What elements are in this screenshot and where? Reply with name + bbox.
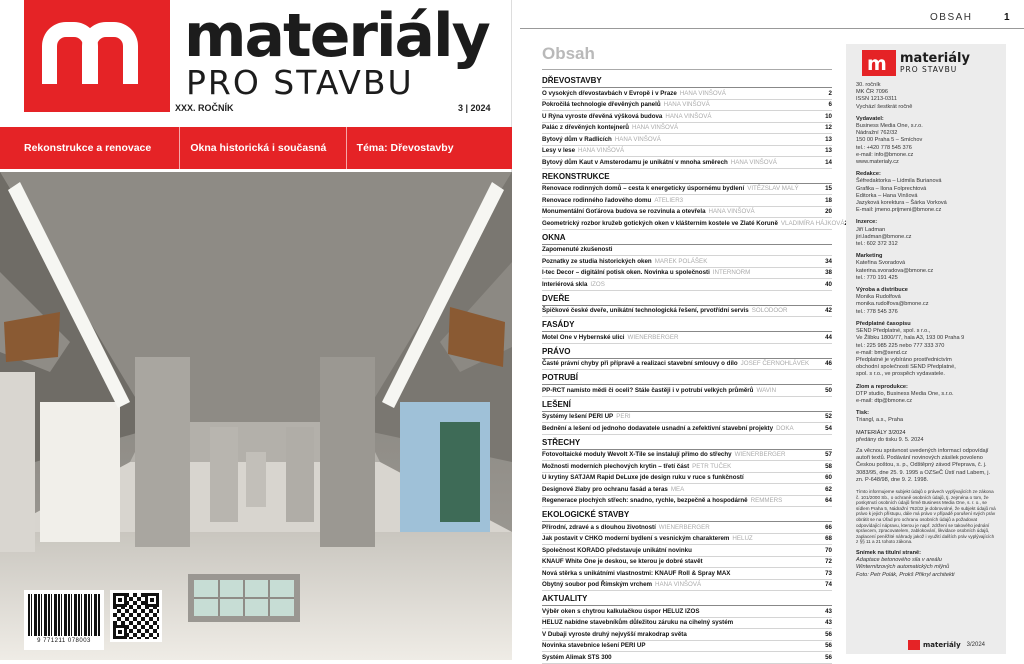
toc-entry-title-text: Systém Alimak STS 300 [542, 653, 612, 661]
toc-entry[interactable] [542, 100, 832, 112]
toc-entry-author: HANA VINŠOVÁ [679, 89, 726, 97]
toc-entry-page: 74 [825, 581, 832, 588]
toc-entry-title-text: Systémy lešení PERI UP [542, 413, 614, 420]
toc-entry-title-text: KNAUF White One je deskou, se kterou je dobré stavět [542, 558, 703, 565]
toc-entry-author: DOKA [776, 424, 794, 432]
toc-entry[interactable] [542, 256, 832, 268]
toc-section-heading: STŘECHY [542, 438, 832, 450]
toc-entry-author: MEA [670, 485, 685, 493]
impressum-line: Jiří Ladman [856, 226, 886, 233]
toc-entry-title-text: Nová stěrka s unikátními vlastnostmi: KNAUF Roll & Spray MAX [542, 569, 731, 577]
toc-entry-title [542, 268, 818, 278]
impressum-line: E-mail: jmeno.prijmeni@bmone.cz [856, 207, 942, 214]
toc-entry-page: 14 [825, 158, 832, 166]
toc-entry-page: 73 [825, 569, 832, 577]
toc-entry-title [542, 207, 818, 217]
toc-entry[interactable] [542, 123, 832, 135]
toc-entry-title [542, 146, 818, 156]
toc-entry-title [542, 135, 818, 145]
contents-page [512, 0, 1024, 660]
toc-entry-title [542, 569, 818, 579]
impressum-heading: Tisk: [856, 410, 869, 417]
toc-entry[interactable] [542, 207, 832, 219]
toc-entry-title [542, 523, 818, 533]
topic-item: Okna historická i současná [179, 127, 345, 169]
toc-entry-author: WIENERBERGER [734, 451, 786, 458]
toc-entry-page: 50 [825, 386, 832, 394]
toc-entry-title [542, 424, 818, 434]
toc-entry-title [542, 280, 818, 290]
toc-entry-page: 40 [825, 280, 832, 288]
toc-entry-title [542, 653, 818, 663]
toc-entry[interactable] [542, 412, 832, 424]
toc-section-heading: PRÁVO [542, 347, 832, 359]
toc-entry-page: 70 [825, 546, 832, 554]
toc-entry-title-text: Novinka stavebnice lešení PERI UP [542, 642, 646, 649]
toc-entry-title [542, 412, 818, 422]
toc-entry-page: 60 [825, 474, 832, 481]
toc-entry-page: 46 [825, 360, 832, 367]
toc-entry-title-text: Možnosti moderních plechových krytin – třetí část [542, 462, 690, 470]
toc-section-heading: DŘEVOSTAVBY [542, 76, 832, 88]
issue-label: 3 | 2024 [458, 103, 491, 113]
toc-entry[interactable] [542, 568, 832, 580]
impressum-line: MK ČR 7096 [856, 89, 889, 96]
impressum-line: Business Media One, s.r.o. [856, 123, 923, 130]
toc-entry-page: 13 [825, 147, 832, 154]
toc-entry[interactable] [542, 146, 832, 158]
impressum-line: SEND Předplatné, spol. s r.o., [856, 328, 931, 335]
toc-entry-title [542, 580, 818, 590]
toc-section-heading: OKNA [542, 233, 832, 245]
toc-entry[interactable] [542, 641, 832, 653]
toc-entry[interactable] [542, 88, 832, 100]
toc-entry-title [542, 333, 818, 343]
toc-entry-page: 72 [825, 558, 832, 565]
impressum-heading: Výroba a distribuce [856, 287, 908, 294]
issue-info: MATERIÁLY 3/2024 [856, 429, 906, 436]
impressum-line: spol. s r.o., ve prospěch vydavatele. [856, 371, 945, 378]
toc-entry-author: HANA VINŠOVÁ [632, 124, 679, 131]
impressum-heading: Redakce: [856, 171, 881, 178]
impressum-heading: Zlom a reprodukce: [856, 383, 908, 390]
toc-entry-title [542, 89, 818, 99]
toc-entry-title-text: Interiérová skla [542, 280, 588, 288]
toc-section-heading: AKTUALITY [542, 594, 832, 606]
toc-list [542, 76, 845, 664]
magazine-cover [0, 0, 512, 660]
toc-entry-title [542, 618, 818, 628]
toc-entry-author: HANA VINŠOVÁ [614, 135, 661, 143]
toc-section-heading: FASÁDY [542, 320, 832, 332]
logo-mark [24, 0, 170, 112]
impressum-line: Šéfredaktorka – Lidmila Burianová [856, 178, 942, 185]
impressum-logo-title: materiály [900, 51, 970, 66]
toc-entry[interactable] [542, 580, 832, 592]
toc-entry-title [542, 496, 818, 506]
impressum-heading: Marketing [856, 253, 883, 260]
toc-entry-author: HANA VINŠOVÁ [655, 581, 702, 588]
toc-entry[interactable] [542, 496, 832, 508]
impressum-line: ISSN 1213-0311 [856, 96, 897, 103]
toc-entry-author: HELUZ [732, 535, 753, 542]
impressum-line: e-mail: bm@send.cz [856, 349, 908, 356]
toc-entry-title-text: Bytový dům Kaut v Amsterodamu je unikátní v mnoha směrech [542, 158, 728, 166]
toc-entry-page: 20 [825, 208, 832, 215]
toc-entry-title-text: HELUZ nabídne stavebníkům důležitou záruku na cihelný systém [542, 619, 734, 626]
toc-entry-author: INTERNORM [712, 269, 751, 276]
magazine-title: materiály [184, 1, 489, 71]
toc-entry[interactable] [542, 134, 832, 146]
toc-entry-title-text: O vysokých dřevostavbách v Evropě i v Praze [542, 89, 677, 97]
impressum-line: Kateřina Svoradová [856, 260, 906, 267]
toc-entry[interactable] [542, 618, 832, 630]
toc-entry-page: 52 [825, 413, 832, 420]
toc-entry[interactable] [542, 385, 832, 397]
impressum-line: tel.: +420 778 545 376 [856, 144, 912, 151]
toc-entry-title [542, 306, 818, 316]
toc-entry[interactable] [542, 461, 832, 473]
toc-entry-page: 13 [825, 135, 832, 143]
impressum-line: Předplatné je vybíráno prostřednictvím [856, 356, 952, 363]
toc-entry-title [542, 485, 818, 495]
toc-entry[interactable] [542, 111, 832, 123]
toc-entry-title-text: Bytový dům v Radlicích [542, 135, 612, 143]
impressum-line: Editorka – Hana Vinšová [856, 192, 918, 199]
toc-entry-author: MAREK POLÁŠEK [654, 257, 708, 265]
impressum-line: tel.: 225 985 225 nebo 777 333 370 [856, 342, 945, 349]
toc-entry-title-text: Přírodní, zdravé a s dlouhou životností [542, 523, 656, 531]
toc-entry-author: WAVIN [756, 386, 777, 394]
impressum-line: monika.rudolfova@bmone.cz [856, 301, 929, 308]
toc-entry-author: WIENERBERGER [627, 333, 679, 341]
toc-entry-author: IZOS [590, 280, 605, 288]
toc-section-heading: DVEŘE [542, 294, 832, 306]
toc-entry-page: 58 [825, 462, 832, 470]
impressum-line: Jazyková korektura – Šárka Vorková [856, 200, 947, 207]
toc-entry-title [542, 462, 818, 472]
photo-credit-heading: Snímek na titulní straně: [856, 549, 921, 556]
toc-entry-author: VLADIMÍRA HÁJKOVÁ [780, 219, 845, 227]
toc-entry-page: 6 [828, 101, 832, 108]
toc-entry-title [542, 112, 818, 122]
volume-label: XXX. ROČNÍK [175, 103, 234, 113]
toc-entry-author: SOLODOOR [751, 307, 788, 314]
toc-entry-title-text: Motel One v Hybernské ulici [542, 333, 625, 341]
toc-entry[interactable] [542, 332, 832, 344]
toc-entry-title-text: Bednění a lešení od jednoho dodavatele usnadní a zefektivní stavební projekty [542, 424, 774, 432]
toc-entry-title [542, 607, 818, 617]
toc-entry[interactable] [542, 195, 832, 207]
toc-section-heading: EKOLOGICKÉ STAVBY [542, 510, 832, 522]
toc-entry-author: HANA VINŠOVÁ [708, 208, 755, 215]
impressum-line: e-mail: info@bmone.cz [856, 151, 914, 158]
toc-entry-title [542, 245, 818, 255]
toc-entry-author: JOSEF ČERNOHLÁVEK [740, 360, 810, 367]
disclaimer-text: Za věcnou správnost uvedených informací odpovídají autoři textů. Podávání novinových zásilek povoleno Českou poštou, s. p., Odštěpný závod Přeprava, č. j. 3083/95, dne 25. 9. 1995 a OZSeČ Ústí nad Labem, j. zn. P-648/98, dne 9. 2. 1998. [856, 447, 991, 483]
toc-entry-title-text: Renovace rodinných domů – cesta k energeticky úspornému bydlení [542, 185, 745, 192]
impressum-line: Vychází šestkrát ročně [856, 103, 913, 110]
toc-entry-title-text: Společnost KORADO představuje unikátní novinku [542, 546, 692, 554]
toc-entry[interactable] [542, 522, 832, 534]
toc-entry-page: 56 [825, 630, 832, 638]
toc-entry-author: REMMERS [750, 497, 783, 504]
impressum-line: e-mail: dtp@bmone.cz [856, 397, 913, 404]
toc-entry-title [542, 158, 818, 168]
toc-entry-page: 56 [825, 653, 832, 661]
toc-entry[interactable] [542, 557, 832, 569]
toc-entry[interactable] [542, 545, 832, 557]
toc-entry-author: HANA VINŠOVÁ [665, 112, 712, 120]
impressum-line: tel.: 602 372 312 [856, 241, 898, 248]
toc-entry-title-text: U Rýna vyroste dřevěná výšková budova [542, 112, 663, 120]
toc-entry[interactable] [542, 484, 832, 496]
barcode-icon [28, 594, 100, 636]
toc-entry[interactable] [542, 534, 832, 546]
toc-entry[interactable] [542, 423, 832, 435]
toc-entry[interactable] [542, 157, 832, 169]
toc-entry[interactable] [542, 606, 832, 618]
impressum-blocks [856, 116, 996, 425]
toc-entry-author: VITĚZSLAV MALÝ [747, 185, 799, 192]
toc-entry-page: 62 [825, 485, 832, 493]
toc-entry[interactable] [542, 184, 832, 196]
toc-entry-title [542, 386, 818, 396]
footer-issue: 3/2024 [966, 642, 986, 648]
toc-entry-author: HANA VINŠOVÁ [663, 101, 710, 108]
toc-entry-title-text: Monumentální Goťárova budova se rozvinula a otevřela [542, 208, 706, 215]
running-head-label: OBSAH [930, 12, 973, 23]
toc-entry-title-text: I-tec Decor – digitální potisk oken. Novinka u společnosti [542, 269, 710, 276]
toc-entry-page: 2 [828, 89, 832, 97]
toc-entry-title-text: Renovace rodinného řadového domu [542, 196, 652, 204]
toc-entry-title [542, 557, 818, 567]
toc-entry-title [542, 219, 845, 229]
toc-entry-title-text: Geometrický rozbor kružeb gotických oken v klášterním kostele ve Zlaté Koruně [542, 219, 778, 227]
concrete-hall-illustration [0, 172, 512, 660]
toc-entry-title-text: PP-RCT namísto mědi či oceli? Stále častěji i v potrubí velkých průměrů [542, 386, 754, 394]
toc-section-heading: POTRUBÍ [542, 373, 832, 385]
toc-entry-page: 42 [825, 307, 832, 314]
toc-section-heading: REKONSTRUKCE [542, 172, 832, 184]
toc-entry-page: 68 [825, 535, 832, 542]
toc-entry-title-text: Pokročilá technologie dřevěných panelů [542, 101, 661, 108]
impressum-heading: Předplatné časopisu [856, 320, 911, 327]
toc-entry-title-text: Palác z dřevěných kontejnerů [542, 124, 630, 131]
toc-entry-page: 43 [825, 619, 832, 626]
toc-entry[interactable] [542, 268, 832, 280]
impressum-line: DTP studio, Business Media One, s.r.o. [856, 390, 954, 397]
impressum-line: obchodní společnosti SEND Předplatné, [856, 364, 956, 371]
toc-entry-page: 38 [825, 269, 832, 276]
toc-entry-author: ATELIER3 [654, 196, 684, 204]
toc-entry[interactable] [542, 279, 832, 291]
page-number: 1 [1004, 12, 1010, 23]
toc-entry-title-text: Lesy v lese [542, 147, 576, 154]
impressum-line: Grafika – Ilona Folprechtová [856, 185, 927, 192]
toc-entry-title [542, 546, 818, 556]
toc-entry-page: 18 [825, 196, 832, 204]
toc-entry[interactable] [542, 245, 832, 257]
toc-entry-title [542, 359, 818, 369]
toc-entry[interactable] [542, 306, 832, 318]
impressum-line: Nádražní 762/32 [856, 130, 898, 137]
m-logo-icon: m [862, 50, 896, 76]
toc-entry-author: PETR TUČEK [692, 462, 732, 470]
toc-entry-title [542, 196, 818, 206]
running-head [512, 12, 1024, 26]
toc-entry-title [542, 534, 818, 544]
m-letter-icon [42, 22, 152, 84]
toc-entry-page: 54 [825, 424, 832, 432]
toc-entry-title [542, 100, 818, 110]
toc-entry-page: 43 [825, 607, 832, 615]
toc-entry-page: 57 [825, 451, 832, 458]
photo-credit-line: Foto: Petr Polák, Prokš Přikryl architekti [856, 571, 955, 578]
qr-code-icon [113, 593, 159, 639]
impressum-line: tel.: 770 191 425 [856, 274, 898, 281]
toc-entry-title-text: Regenerace plochých střech: snadno, rychle, bezpečně a hospodárně [542, 497, 748, 504]
toc-entry-page: 44 [825, 333, 832, 341]
impressum-logo [862, 50, 996, 76]
toc-entry-page: 12 [825, 124, 832, 131]
toc-entry-title-text: Fotovoltaické moduly Wevolt X-Tile se instalují přímo do střechy [542, 451, 732, 458]
impressum-line: 150 00 Praha 5 – Smíchov [856, 137, 923, 144]
issue-info: předány do tisku 9. 5. 2024 [856, 436, 924, 443]
toc-entry-title-text: U krytiny SATJAM Rapid DeLuxe jde design ruku v ruce s funkčností [542, 474, 744, 481]
toc-entry[interactable] [542, 359, 832, 371]
privacy-text: Tímto informujeme subjekt údajů o právech vyplývajících ze zákona č. 101/2000 Sb., o ochraně osobních údajů, tj. zejména o tom, že poskytnutí osobních údajů firmě Business Media One, s. r. o., se sídlem Praha 5, Nádražní 762/32 je dobrovolné, že subjekt údajů má právo k jejich přístupu, dále má právo v případě porušení svých práv obrátit se na Úřad pro ochranu osobních údajů a požadovat odpovídající nápravu, kterou je např. zdržení se takového jednání správcem, zpracovatelem, zablokování, likvidace osobních údajů, zaplacení peněžité náhrady jakož i využití dalších práv vyplývajících z §§ 11 a 21 tohoto zákona. [856, 488, 996, 545]
toc-title: Obsah [542, 44, 832, 70]
toc-entry-title [542, 123, 818, 133]
footer-logo [908, 640, 985, 650]
barcode-number: 9 771211 078003 [37, 638, 91, 644]
topic-bar [0, 127, 512, 169]
toc-section-heading: LEŠENÍ [542, 400, 832, 412]
toc-entry-title-text: Obytný soubor pod Římským vrchem [542, 581, 653, 588]
toc-entry[interactable] [542, 450, 832, 462]
toc-entry-title-text: Jak postavit v CHKO moderní bydlení s vesnickým charakterem [542, 535, 730, 542]
toc-entry-author: WIENERBERGER [658, 523, 710, 531]
footer-logo-text: materiály [923, 641, 961, 649]
impressum-heading: Vydavatel: [856, 115, 884, 122]
photo-credit-line: Adaptace betonového sila v areálu [856, 557, 942, 564]
toc-entry-title-text: Špičkové české dveře, unikátní technologická řešení, prvotřídní servis [542, 307, 749, 314]
toc-entry[interactable] [542, 473, 832, 485]
divider [520, 28, 1024, 29]
toc-entry-title [542, 641, 818, 651]
impressum-line: jiri.ladman@bmone.cz [856, 233, 912, 240]
topic-item: Téma: Dřevostavby [346, 127, 512, 169]
toc-entry-title [542, 450, 818, 460]
magazine-subtitle: PRO STAVBU [186, 63, 414, 102]
impressum-line: katerina.svoradova@bmone.cz [856, 267, 934, 274]
toc-entry-title-text: Výběr oken s chytrou kalkulačkou úspor HELUZ IZOS [542, 607, 700, 615]
toc-entry-title-text: Poznatky ze studia historických oken [542, 257, 652, 265]
toc-entry-author: PERI [616, 413, 631, 420]
toc-entry-title [542, 184, 818, 194]
toc-entry[interactable] [542, 629, 832, 641]
barcode [24, 590, 104, 650]
toc-entry-author: HANA VINŠOVÁ [578, 147, 625, 154]
m-logo-icon [908, 640, 920, 650]
qr-code [110, 590, 162, 642]
toc-entry-author: HANA VINŠOVÁ [730, 158, 777, 166]
toc-entry[interactable] [542, 218, 845, 230]
impressum-line: Ve Žlíbku 1800/77, hala A3, 193 00 Praha 9 [856, 335, 965, 342]
impressum-line: 30. ročník [856, 82, 881, 88]
impressum-line: Triangl, a.s., Praha [856, 417, 904, 424]
impressum-heading: Inzerce: [856, 219, 878, 226]
toc-entry-page: 15 [825, 185, 832, 192]
toc-entry-title [542, 257, 818, 267]
toc-entry-page: 64 [825, 497, 832, 504]
toc-entry-title-text: Zapomenuté zkušenosti [542, 246, 613, 253]
topic-item: Rekonstrukce a renovace [24, 142, 152, 154]
photo-credit-line: Winternitzových automatických mlýnů [856, 564, 950, 571]
toc-entry-title [542, 473, 818, 483]
toc-entry-title-text: V Dubaji vyroste druhý nejvyšší mrakodrap světa [542, 630, 687, 638]
toc-entry-page: 56 [825, 642, 832, 649]
toc-entry-title-text: Designové žlaby pro ochranu fasád a teras [542, 485, 668, 493]
impressum-logo-subtitle: PRO STAVBU [900, 65, 958, 74]
cover-photo [0, 172, 512, 660]
impressum [846, 44, 1006, 654]
toc-entry-page: 66 [825, 523, 832, 531]
toc-entry-page: 10 [825, 112, 832, 120]
table-of-contents [542, 44, 845, 664]
toc-entry[interactable] [542, 652, 832, 664]
impressum-line: tel.: 778 545 376 [856, 308, 898, 315]
toc-entry-page: 34 [825, 257, 832, 265]
toc-entry-title-text: Časté právní chyby při přípravě a realizaci stavební smlouvy o dílo [542, 360, 738, 367]
impressum-line: www.materialy.cz [856, 159, 899, 166]
impressum-line: Monika Rudolfová [856, 294, 901, 301]
toc-entry-title [542, 630, 818, 640]
